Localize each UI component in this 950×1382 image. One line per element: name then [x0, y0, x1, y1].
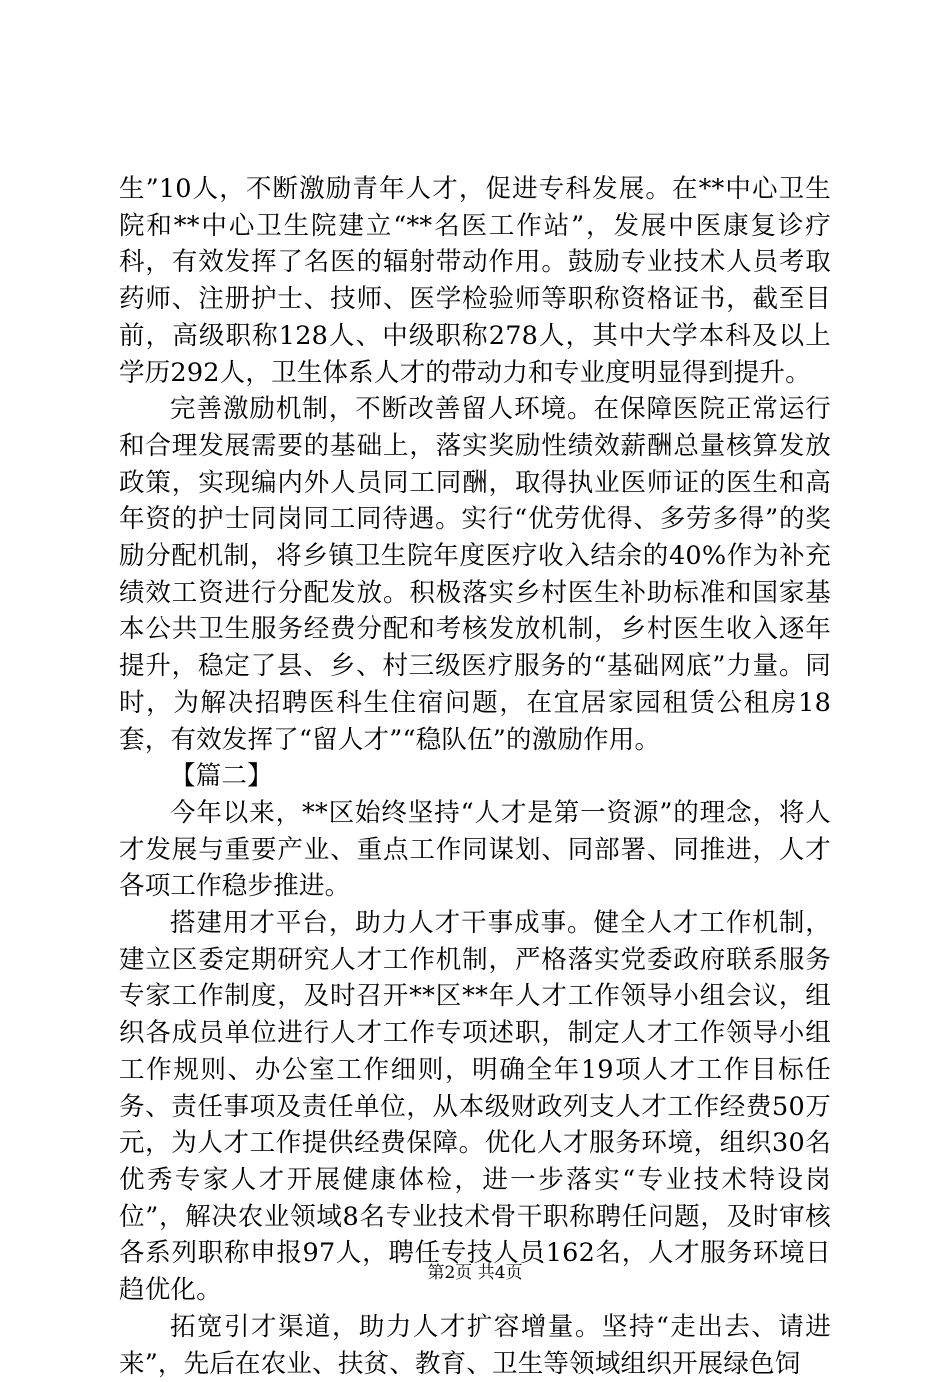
document-body — [119, 171, 831, 1382]
paragraph-continued: 生”10人，不断激励青年人才，促进专科发展。在**中心卫生院和**中心卫生院建立“**名医工作站”，发展中医康复诊疗科，有效发挥了名医的辐射带动作用。鼓励专业技术人员考取药师、注册护士、技师、医学检验师等职称资格证书，截至目前，高级职称128人、中级职称278人，其中大学本科及以上学历292人，卫生体系人才的带动力和专业度明显得到提升。 — [119, 174, 831, 388]
paragraph-recruitment-channels: 拓宽引才渠道，助力人才扩容增量。坚持“走出去、请进来”，先后在农业、扶贫、教育、卫生等领域组织开展绿色饲 — [119, 1311, 831, 1379]
paragraph-intro: 今年以来，**区始终坚持“人才是第一资源”的理念，将人才发展与重要产业、重点工作同谋划、同部署、同推进，人才各项工作稳步推进。 — [119, 797, 831, 902]
section-heading-part-two: 【篇二】 — [170, 761, 273, 792]
paragraph-incentive-mechanism: 完善激励机制，不断改善留人环境。在保障医院正常运行和合理发展需要的基础上，落实奖励性绩效薪酬总量核算发放政策，实现编内外人员同工同酬，取得执业医师证的医生和高年资的护士同岗同工同待遇。实行“优劳优得、多劳多得”的奖励分配机制，将乡镇卫生院年度医疗收入结余的40%作为补充绩效工资进行分配发放。积极落实乡村医生补助标准和国家基本公共卫生服务经费分配和考核发放机制，乡村医生收入逐年提升，稳定了县、乡、村三级医疗服务的“基础网底”力量。同时，为解决招聘医科生住宿问题，在宜居家园租赁公租房18套，有效发挥了“留人才”“稳队伍”的激励作用。 — [119, 394, 831, 755]
paragraph-talent-platform: 搭建用才平台，助力人才干事成事。健全人才工作机制，建立区委定期研究人才工作机制，严格落实党委政府联系服务专家工作制度，及时召开**区**年人才工作领导小组会议，组织各成员单位进行人才工作专项述职，制定人才工作领导小组工作规则、办公室工作细则，明确全年19项人才工作目标任务、责任事项及责任单位，从本级财政列支人才工作经费50万元，为人才工作提供经费保障。优化人才服务环境，组织30名优秀专家人才开展健康体检，进一步落实“专业技术特设岗位”，解决农业领域8名专业技术骨干职称聘任问题，及时审核各系列职称申报97人，聘任专技人员162名，人才服务环境日趋优化。 — [119, 908, 831, 1306]
page-footer: 第2页 共4页 — [427, 1263, 523, 1283]
